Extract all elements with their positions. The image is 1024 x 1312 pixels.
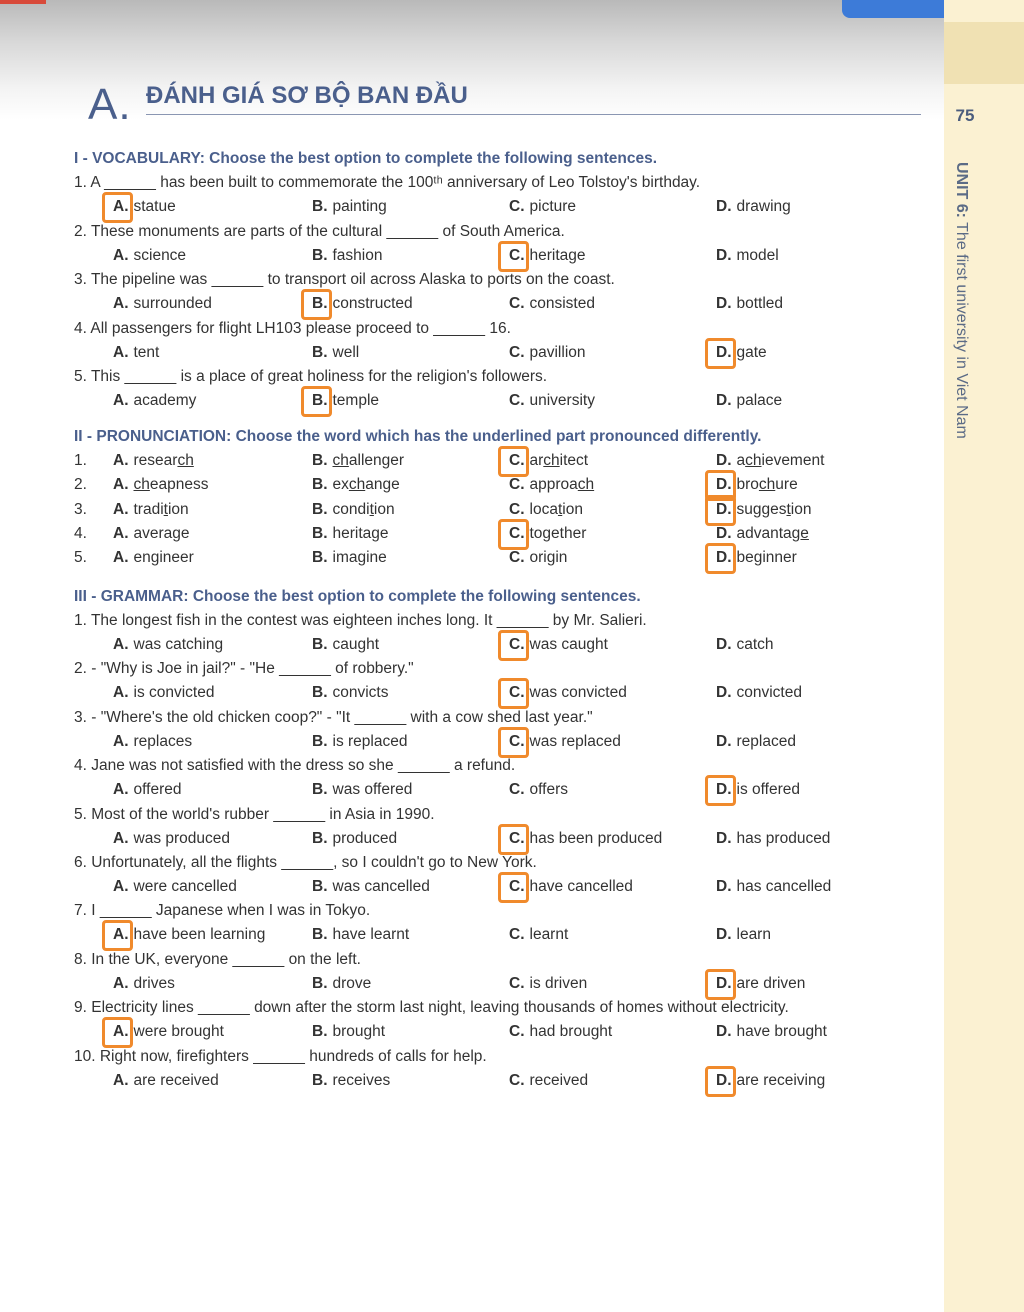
question-number: 3. <box>74 500 87 518</box>
option-text: brought <box>332 1023 386 1041</box>
option-text: palace <box>736 392 783 409</box>
answer-mark <box>705 969 736 1000</box>
option-text: have been learning <box>133 926 266 944</box>
section-title: ĐÁNH GIÁ SƠ BỘ BAN ĐẦU <box>146 82 468 109</box>
answer-mark <box>705 338 736 369</box>
underlined-part: ch <box>348 476 366 494</box>
option-text: model <box>736 246 779 264</box>
option-text: bottled <box>736 295 784 312</box>
option-letter: A. <box>113 500 129 518</box>
option-text: a <box>736 452 746 469</box>
answer-option[interactable] <box>113 295 212 313</box>
answer-option[interactable] <box>716 392 782 410</box>
question-text: 8. In the UK, everyone ______ on the left. <box>74 950 361 968</box>
option-text: ion <box>562 500 583 518</box>
option-letter: C. <box>509 926 525 944</box>
option-letter: D. <box>716 732 732 750</box>
option-text: fashion <box>332 246 383 264</box>
option-letter: C. <box>509 1023 525 1041</box>
option-letter: D. <box>716 452 732 469</box>
question-text: 9. Electricity lines ______ down after the storm last night, leaving thousands of homes without electricity. <box>74 999 789 1017</box>
option-text: are driven <box>736 974 806 992</box>
answer-option[interactable] <box>312 198 387 216</box>
option-text: ure <box>775 476 798 494</box>
answer-option[interactable] <box>312 975 371 993</box>
option-letter: A. <box>113 452 129 469</box>
underlined-part: ge <box>791 524 809 542</box>
option-text: beginner <box>736 549 797 567</box>
option-letter: D. <box>716 476 732 494</box>
answer-mark <box>705 543 736 574</box>
option-letter: B. <box>312 636 328 653</box>
option-text: produced <box>332 829 398 847</box>
option-text: loca <box>529 500 558 518</box>
option-letter: D. <box>716 829 732 847</box>
option-text: convicts <box>332 684 389 702</box>
option-letter: D. <box>716 295 732 312</box>
option-text: heritage <box>332 524 389 542</box>
option-letter: B. <box>312 974 328 992</box>
option-text: engineer <box>133 549 194 567</box>
option-text: received <box>529 1071 589 1089</box>
window-edge-mark <box>0 0 46 4</box>
question-text: 6. Unfortunately, all the flights ______, so I couldn't go to New York. <box>74 854 537 871</box>
answer-option[interactable] <box>113 733 192 751</box>
answer-option[interactable] <box>113 878 237 896</box>
option-text: condi <box>332 500 370 518</box>
underlined-part: t <box>163 500 168 518</box>
option-letter: D. <box>716 549 732 567</box>
answer-option[interactable] <box>113 452 194 470</box>
answer-option[interactable] <box>312 1072 390 1090</box>
option-letter: C. <box>509 295 525 312</box>
option-text: painting <box>332 198 387 215</box>
option-letter: A. <box>113 878 129 895</box>
option-text: surrounded <box>133 295 212 312</box>
option-letter: A. <box>113 636 129 653</box>
option-letter: A. <box>113 549 129 567</box>
answer-option[interactable] <box>312 525 389 543</box>
option-letter: C. <box>509 452 525 469</box>
unit-title: The first university in Viet Nam <box>953 218 970 439</box>
option-text: drawing <box>736 198 791 215</box>
question-number: 1. <box>74 452 87 469</box>
option-letter: B. <box>312 1071 328 1089</box>
underlined-part: ch <box>543 452 560 469</box>
answer-option[interactable] <box>113 549 194 567</box>
option-letter: A. <box>113 295 129 312</box>
option-text: ievement <box>761 452 825 469</box>
option-text: resear <box>133 452 178 469</box>
answer-option[interactable] <box>509 198 576 216</box>
option-letter: C. <box>509 524 525 542</box>
answer-option[interactable] <box>312 452 404 470</box>
option-letter: D. <box>716 198 732 215</box>
answer-mark <box>102 1017 133 1048</box>
option-text: catch <box>736 636 774 653</box>
question-text: 1. A ______ has been built to commemorate the 100ᵗʰ anniversary of Leo Tolstoy's birthday. <box>74 174 701 191</box>
answer-option[interactable] <box>113 1072 219 1090</box>
option-letter: A. <box>113 246 129 264</box>
answer-mark <box>102 192 133 223</box>
answer-option[interactable] <box>113 975 175 993</box>
option-letter: A. <box>113 684 129 702</box>
option-letter: B. <box>312 684 328 702</box>
option-letter: D. <box>716 636 732 653</box>
option-text: was produced <box>133 829 231 847</box>
answer-option[interactable] <box>716 1023 827 1041</box>
option-text: was catching <box>133 636 224 653</box>
answer-option[interactable] <box>312 501 395 519</box>
underlined-part: t <box>557 500 563 518</box>
option-letter: D. <box>716 524 732 542</box>
answer-mark <box>498 241 529 272</box>
answer-option[interactable] <box>509 781 568 799</box>
answer-option[interactable] <box>113 247 186 265</box>
answer-option[interactable] <box>113 344 159 362</box>
option-text: are receiving <box>736 1071 826 1089</box>
answer-option[interactable] <box>113 392 196 410</box>
option-letter: B. <box>312 1023 328 1041</box>
option-letter: B. <box>312 549 328 567</box>
answer-option[interactable] <box>509 1023 612 1041</box>
option-text: consisted <box>529 295 595 312</box>
option-letter: C. <box>509 732 525 750</box>
answer-option[interactable] <box>716 878 831 896</box>
answer-option[interactable] <box>716 198 791 216</box>
option-letter: B. <box>312 878 328 895</box>
option-letter: B. <box>312 500 328 518</box>
option-text: were cancelled <box>133 878 237 895</box>
option-text: ion <box>790 500 812 518</box>
option-text: ion <box>373 500 395 518</box>
underlined-part: ch <box>745 452 762 469</box>
option-letter: D. <box>716 878 732 895</box>
option-letter: A. <box>113 476 129 494</box>
option-text: has cancelled <box>736 878 832 895</box>
answer-option[interactable] <box>716 247 779 265</box>
option-letter: C. <box>509 246 525 264</box>
option-letter: B. <box>312 926 328 944</box>
option-text: receives <box>332 1071 391 1089</box>
underlined-part: ch <box>577 476 595 494</box>
option-text: caught <box>332 636 380 653</box>
answer-option[interactable] <box>716 733 796 751</box>
option-text: drove <box>332 974 372 992</box>
question-number: 4. <box>74 524 87 542</box>
option-letter: B. <box>312 829 328 847</box>
option-text: heritage <box>529 246 586 264</box>
option-letter: C. <box>509 781 525 799</box>
grammar-heading: III - GRAMMAR: Choose the best option to complete the following sentences. <box>74 588 641 605</box>
option-text: is replaced <box>332 732 408 750</box>
option-letter: B. <box>312 246 328 264</box>
option-letter: C. <box>509 549 525 567</box>
option-text: have learnt <box>332 926 410 944</box>
option-letter: D. <box>716 246 732 264</box>
option-letter: C. <box>509 343 525 361</box>
option-letter: C. <box>509 198 525 215</box>
option-text: offered <box>133 781 182 799</box>
option-text: tradi <box>133 500 164 518</box>
side-strip-tab <box>944 22 1024 84</box>
unit-label <box>952 162 970 439</box>
question-text: 3. - "Where's the old chicken coop?" - "It ______ with a cow shed last year." <box>74 708 593 726</box>
option-letter: D. <box>716 974 732 992</box>
option-text: was replaced <box>529 732 621 750</box>
option-text: eapness <box>149 476 209 494</box>
unit-number: UNIT 6: <box>953 162 970 218</box>
answer-option[interactable] <box>716 926 771 944</box>
option-letter: A. <box>113 974 129 992</box>
option-letter: A. <box>113 392 129 409</box>
answer-option[interactable] <box>312 247 382 265</box>
option-text: academy <box>133 392 197 409</box>
answer-option[interactable] <box>312 733 407 751</box>
question-text: 2. These monuments are parts of the cultural ______ of South America. <box>74 222 565 240</box>
option-text: ion <box>167 500 189 518</box>
option-letter: D. <box>716 1071 732 1089</box>
vocabulary-heading: I - VOCABULARY: Choose the best option to complete the following sentences. <box>74 150 657 167</box>
answer-option[interactable] <box>312 476 400 494</box>
question-number: 2. <box>74 476 87 494</box>
option-text: imagine <box>332 549 387 567</box>
option-letter: D. <box>716 392 732 409</box>
answer-option[interactable] <box>113 636 223 654</box>
option-letter: D. <box>716 684 732 702</box>
question-text: 7. I ______ Japanese when I was in Tokyo. <box>74 902 371 920</box>
answer-mark <box>102 920 133 951</box>
option-letter: A. <box>113 198 129 215</box>
question-text: 5. This ______ is a place of great holiness for the religion's followers. <box>74 368 548 385</box>
option-text: convicted <box>736 684 802 702</box>
answer-option[interactable] <box>312 684 389 702</box>
option-letter: B. <box>312 343 328 361</box>
answer-option[interactable] <box>716 295 783 313</box>
option-text: itect <box>559 452 589 469</box>
option-letter: A. <box>113 1023 129 1041</box>
page-number: 75 <box>955 106 975 125</box>
option-letter: B. <box>312 732 328 750</box>
question-text: 10. Right now, firefighters ______ hundreds of calls for help. <box>74 1047 487 1065</box>
option-text: origin <box>529 549 568 567</box>
answer-option[interactable] <box>113 501 189 519</box>
option-text: advanta <box>736 524 792 542</box>
option-text: learn <box>736 926 771 944</box>
option-text: together <box>529 524 587 542</box>
answer-option[interactable] <box>312 549 387 567</box>
option-text: ar <box>529 452 544 469</box>
option-letter: D. <box>716 343 732 361</box>
answer-option[interactable] <box>312 344 359 362</box>
question-text: 4. All passengers for flight LH103 please proceed to ______ 16. <box>74 319 511 337</box>
underlined-part: ch <box>332 452 349 469</box>
option-text: offers <box>529 781 568 799</box>
question-text: 5. Most of the world's rubber ______ in Asia in 1990. <box>74 805 435 823</box>
option-text: was cancelled <box>332 878 430 895</box>
option-text: tent <box>133 343 160 361</box>
answer-option[interactable] <box>716 452 824 470</box>
option-letter: A. <box>113 781 129 799</box>
answer-option[interactable] <box>113 830 230 848</box>
option-letter: A. <box>113 524 129 542</box>
answer-mark <box>301 386 332 417</box>
underlined-part: t <box>369 500 374 518</box>
answer-option[interactable] <box>509 549 567 567</box>
option-text: bro <box>736 476 759 494</box>
answer-option[interactable] <box>509 295 595 313</box>
option-letter: B. <box>312 295 328 312</box>
option-letter: C. <box>509 636 525 653</box>
option-text: are received <box>133 1071 219 1089</box>
option-letter: D. <box>716 781 732 799</box>
option-letter: B. <box>312 198 328 215</box>
answer-option[interactable] <box>312 1023 385 1041</box>
option-letter: B. <box>312 452 328 469</box>
option-letter: B. <box>312 781 328 799</box>
option-text: approa <box>529 476 578 494</box>
answer-mark <box>705 775 736 806</box>
underlined-part: t <box>786 500 791 518</box>
option-letter: D. <box>716 1023 732 1041</box>
answer-option[interactable] <box>716 636 774 654</box>
option-letter: C. <box>509 476 525 494</box>
answer-option[interactable] <box>509 975 587 993</box>
option-text: learnt <box>529 926 569 944</box>
option-text: had brought <box>529 1023 613 1041</box>
option-text: replaces <box>133 732 193 750</box>
option-text: well <box>332 343 360 361</box>
pronunciation-heading: II - PRONUNCIATION: Choose the word which has the underlined part pronounced differently. <box>74 428 762 445</box>
option-text: replaced <box>736 732 796 750</box>
answer-option[interactable] <box>113 476 208 494</box>
question-number: 5. <box>74 549 87 567</box>
underlined-part: ch <box>133 476 150 494</box>
answer-option[interactable] <box>509 392 595 410</box>
option-text: pavillion <box>529 343 586 361</box>
answer-mark <box>498 872 529 903</box>
option-text: ex <box>332 476 349 494</box>
answer-option[interactable] <box>113 926 265 944</box>
option-text: drives <box>133 974 175 992</box>
question-text: 3. The pipeline was ______ to transport oil across Alaska to ports on the coast. <box>74 271 615 288</box>
option-text: sugges <box>736 500 787 518</box>
answer-option[interactable] <box>312 878 430 896</box>
option-text: have brought <box>736 1023 827 1041</box>
option-letter: C. <box>509 1071 525 1089</box>
option-letter: B. <box>312 524 328 542</box>
option-letter: C. <box>509 974 525 992</box>
option-text: have cancelled <box>529 878 633 895</box>
option-letter: A. <box>113 829 129 847</box>
option-letter: C. <box>509 829 525 847</box>
option-text: ange <box>365 476 400 494</box>
answer-mark <box>498 630 529 661</box>
question-text: 4. Jane was not satisfied with the dress so she ______ a refund. <box>74 757 516 775</box>
answer-mark <box>498 446 529 477</box>
option-letter: C. <box>509 878 525 895</box>
option-text: science <box>133 246 187 264</box>
option-text: average <box>133 524 190 542</box>
answer-option[interactable] <box>509 926 568 944</box>
underlined-part: ch <box>177 452 194 469</box>
answer-option[interactable] <box>716 830 830 848</box>
option-letter: B. <box>312 392 328 409</box>
option-letter: A. <box>113 926 129 944</box>
answer-option[interactable] <box>509 476 594 494</box>
answer-option[interactable] <box>312 781 412 799</box>
option-text: university <box>529 392 595 409</box>
answer-option[interactable] <box>509 1072 588 1090</box>
answer-option[interactable] <box>509 501 583 519</box>
option-text: was convicted <box>529 684 627 702</box>
option-letter: D. <box>716 500 732 518</box>
answer-option[interactable] <box>312 830 397 848</box>
answer-mark <box>498 727 529 758</box>
option-letter: A. <box>113 1071 129 1089</box>
answer-option[interactable] <box>113 525 190 543</box>
option-letter: A. <box>113 732 129 750</box>
answer-option[interactable] <box>312 926 409 944</box>
title-divider <box>146 114 921 115</box>
option-text: is driven <box>529 974 588 992</box>
option-letter: C. <box>509 684 525 702</box>
option-text: statue <box>133 198 176 215</box>
option-text: gate <box>736 343 767 361</box>
answer-option[interactable] <box>509 830 662 848</box>
answer-option[interactable] <box>716 525 809 543</box>
answer-mark <box>705 1066 736 1097</box>
answer-option[interactable] <box>312 636 379 654</box>
option-text: temple <box>332 392 380 409</box>
answer-mark <box>498 678 529 709</box>
option-text: were brought <box>133 1023 224 1041</box>
option-letter: D. <box>716 926 732 944</box>
option-text: was offered <box>332 781 413 799</box>
answer-option[interactable] <box>113 684 214 702</box>
option-letter: B. <box>312 476 328 494</box>
section-letter: A. <box>88 80 132 129</box>
question-text: 1. The longest fish in the contest was eighteen inches long. It ______ by Mr. Salieri. <box>74 612 647 629</box>
underlined-part: ch <box>758 476 776 494</box>
answer-mark <box>498 519 529 550</box>
answer-option[interactable] <box>716 684 802 702</box>
top-shade <box>0 0 944 120</box>
answer-option[interactable] <box>113 781 181 799</box>
question-text: 2. - "Why is Joe in jail?" - "He ______ of robbery." <box>74 660 414 678</box>
option-text: allenger <box>348 452 405 469</box>
answer-mark <box>498 824 529 855</box>
option-text: is offered <box>736 781 800 799</box>
option-letter: A. <box>113 343 129 361</box>
answer-mark <box>301 289 332 320</box>
option-text: has been produced <box>529 829 663 847</box>
option-text: has produced <box>736 829 831 847</box>
option-text: was caught <box>529 636 608 653</box>
option-letter: C. <box>509 500 525 518</box>
answer-mark <box>705 495 736 526</box>
option-text: picture <box>529 198 577 215</box>
option-letter: C. <box>509 392 525 409</box>
option-text: is convicted <box>133 684 215 702</box>
answer-option[interactable] <box>509 344 586 362</box>
option-text: constructed <box>332 295 413 312</box>
